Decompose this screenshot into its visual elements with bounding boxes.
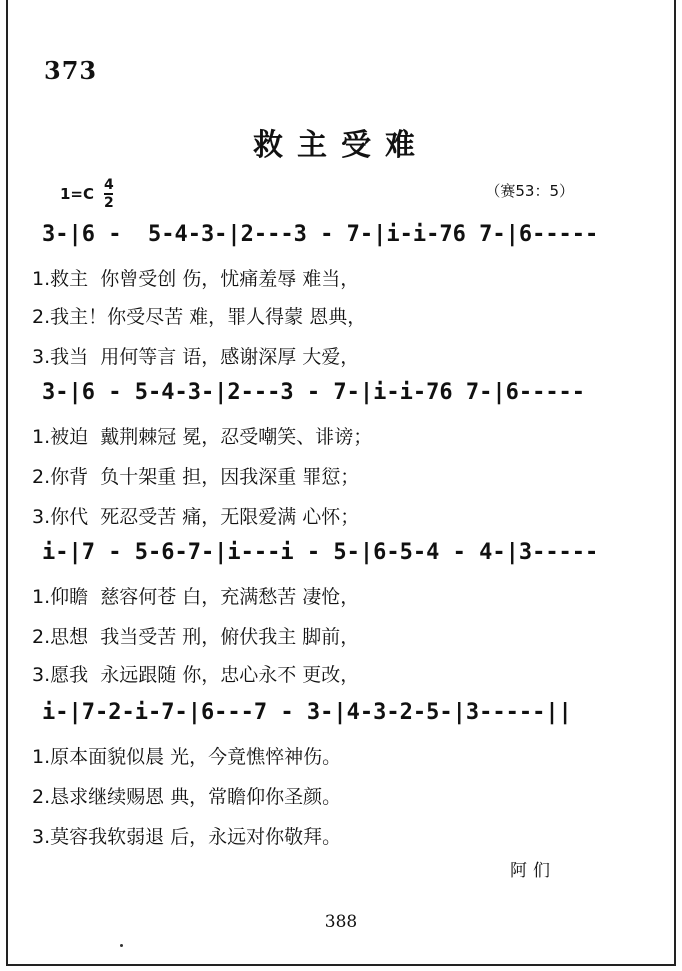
page-number: 388: [324, 912, 358, 932]
lyric-line-1-2: 2.我主！你受尽苦 难，罪人得蒙 恩典，: [32, 306, 367, 328]
lyric-line-1-3: 3.我当 用何等言 语，感谢深厚 大爱，: [32, 346, 360, 368]
notation-line-4: i-|7-2-i-7-|6---7 - 3-|4-3-2-5-|3-----||: [42, 700, 572, 725]
scan-speck: [120, 944, 123, 947]
lyric-line-4-3: 3.莫容我软弱退 后，永远对你敬拜。: [32, 826, 342, 848]
scripture-reference: （赛53：5）: [485, 182, 574, 200]
time-bottom: 2: [104, 195, 114, 211]
time-top: 4: [104, 177, 114, 193]
lyric-line-2-3: 3.你代 死忍受苦 痛，无限爱满 心怀；: [32, 506, 360, 528]
notation-line-3: i-|7 - 5-6-7-|i---i - 5-|6-5-4 - 4-|3-----: [42, 540, 599, 565]
notation-line-2: 3-|6 - 5-4-3-|2---3 - 7-|i-i-76 7-|6-----: [42, 380, 586, 405]
lyric-line-1-1: 1.救主 你曾受创 伤，忧痛羞辱 难当，: [32, 268, 360, 290]
hymn-title: 救主受难: [253, 128, 429, 163]
key-label: 1=C: [60, 185, 95, 203]
lyric-line-2-1: 1.被迫 戴荆棘冠 冕，忍受嘲笑、诽谤；: [32, 426, 373, 448]
amen-text: 阿们: [510, 861, 556, 881]
lyric-line-3-1: 1.仰瞻 慈容何苍 白，充满愁苦 凄怆，: [32, 586, 360, 608]
lyric-line-4-2: 2.恳求继续赐恩 典，常瞻仰你圣颜。: [32, 786, 342, 808]
lyric-line-3-3: 3.愿我 永远跟随 你，忠心永不 更改，: [32, 664, 360, 686]
notation-line-1: 3-|6 - 5-4-3-|2---3 - 7-|i-i-76 7-|6-----: [42, 222, 599, 247]
lyric-line-3-2: 2.思想 我当受苦 刑，俯伏我主 脚前，: [32, 626, 360, 648]
lyric-line-4-1: 1.原本面貌似晨 光，今竟憔悴神伤。: [32, 746, 342, 768]
hymn-number: 373: [44, 56, 98, 85]
lyric-line-2-2: 2.你背 负十架重 担，因我深重 罪愆；: [32, 466, 360, 488]
key-signature: [60, 178, 114, 210]
time-signature: [104, 178, 114, 210]
